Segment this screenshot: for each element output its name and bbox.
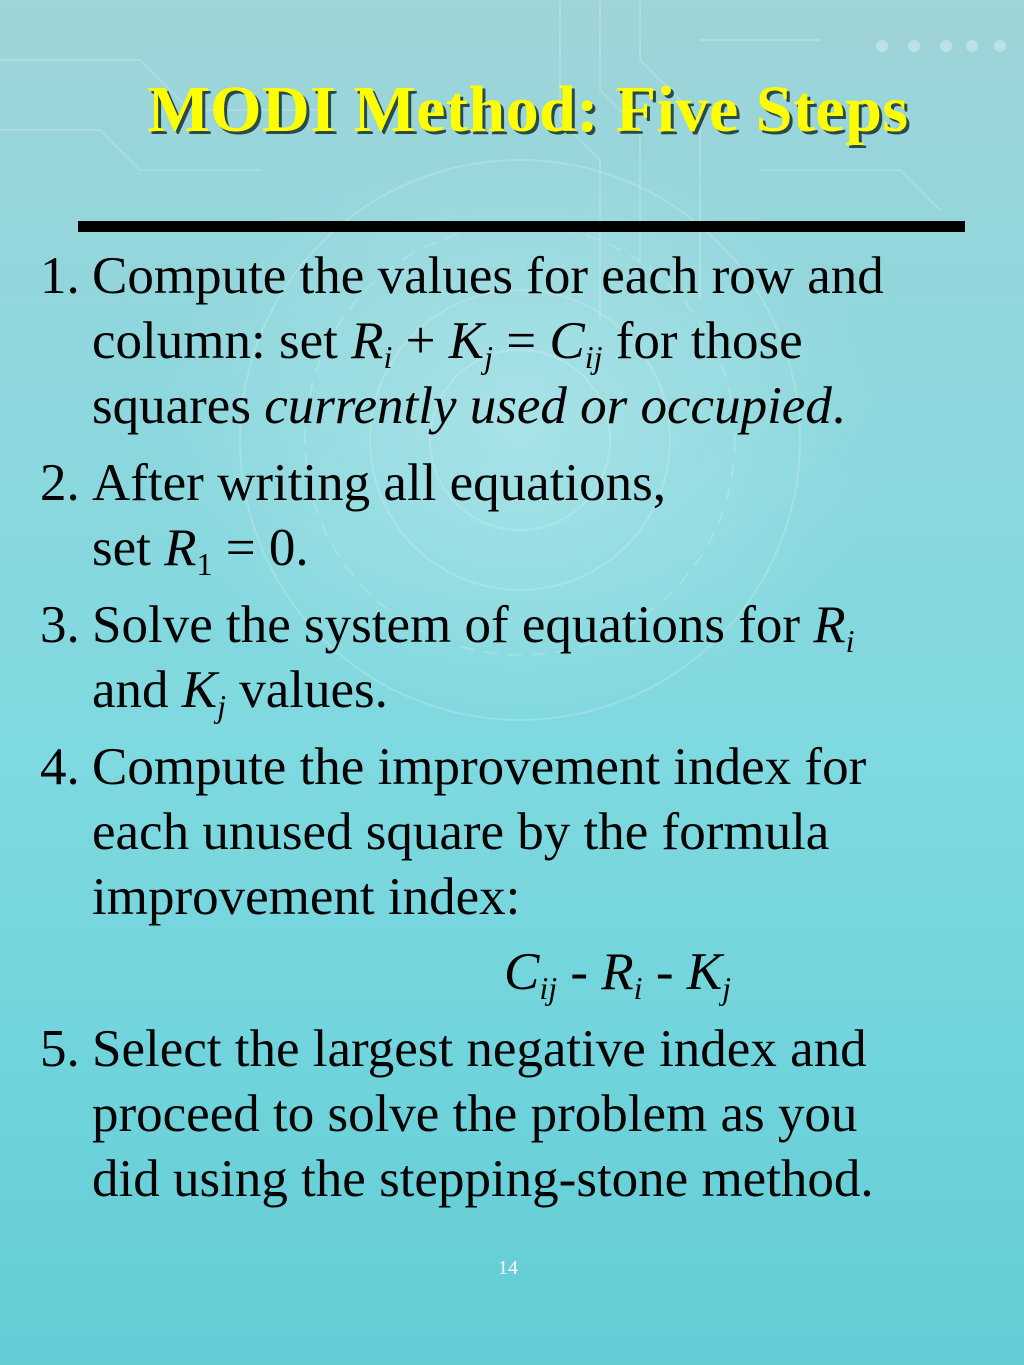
step-number: 1. (40, 247, 80, 305)
step-3 (40, 593, 1020, 723)
step-text: Solve the system of equations for $R_i$ (92, 596, 855, 659)
step-text: set $R_1 = 0$. (92, 519, 309, 582)
step-number: 5. (40, 1020, 80, 1078)
steps-list (40, 244, 1020, 1224)
step-text: and $K_j$ values. (92, 661, 388, 724)
variable-k: K (181, 661, 218, 719)
step-text: each unused square by the formula (92, 803, 830, 861)
variable-k: K (448, 312, 485, 370)
step-2 (40, 451, 1020, 581)
improvement-index-formula: $C_{ij} - R_i - K_j$ (504, 943, 731, 1006)
emphasis-text: currently used or occupied (264, 377, 832, 435)
step-number: 2. (40, 454, 80, 512)
step-text: Select the largest negative index and (92, 1020, 867, 1078)
variable-r: R (813, 596, 846, 654)
step-text: squares currently used or occupied. (92, 377, 846, 435)
slide-title: MODI Method: Five Steps (147, 73, 909, 146)
page-number: 14 (498, 1257, 518, 1279)
variable-r: R (164, 519, 197, 577)
step-text: proceed to solve the problem as you (92, 1085, 858, 1143)
variable-r: R (351, 312, 384, 370)
step-text: did using the stepping-stone method. (92, 1150, 874, 1208)
step-number: 3. (40, 596, 80, 654)
step-5 (40, 1017, 1020, 1212)
step-number: 4. (40, 738, 80, 796)
step-4 (40, 735, 1020, 1005)
variable-c: C (549, 312, 585, 370)
step-text: Compute the values for each row and (92, 247, 884, 305)
step-text: improvement index: (92, 868, 521, 926)
step-1 (40, 244, 1020, 439)
step-text: column: set $R_i + K_j = C_{ij}$ for those (92, 312, 803, 375)
step-text: Compute the improvement index for (92, 738, 867, 796)
step-text: After writing all equations, (92, 454, 667, 512)
title-divider (78, 221, 965, 232)
